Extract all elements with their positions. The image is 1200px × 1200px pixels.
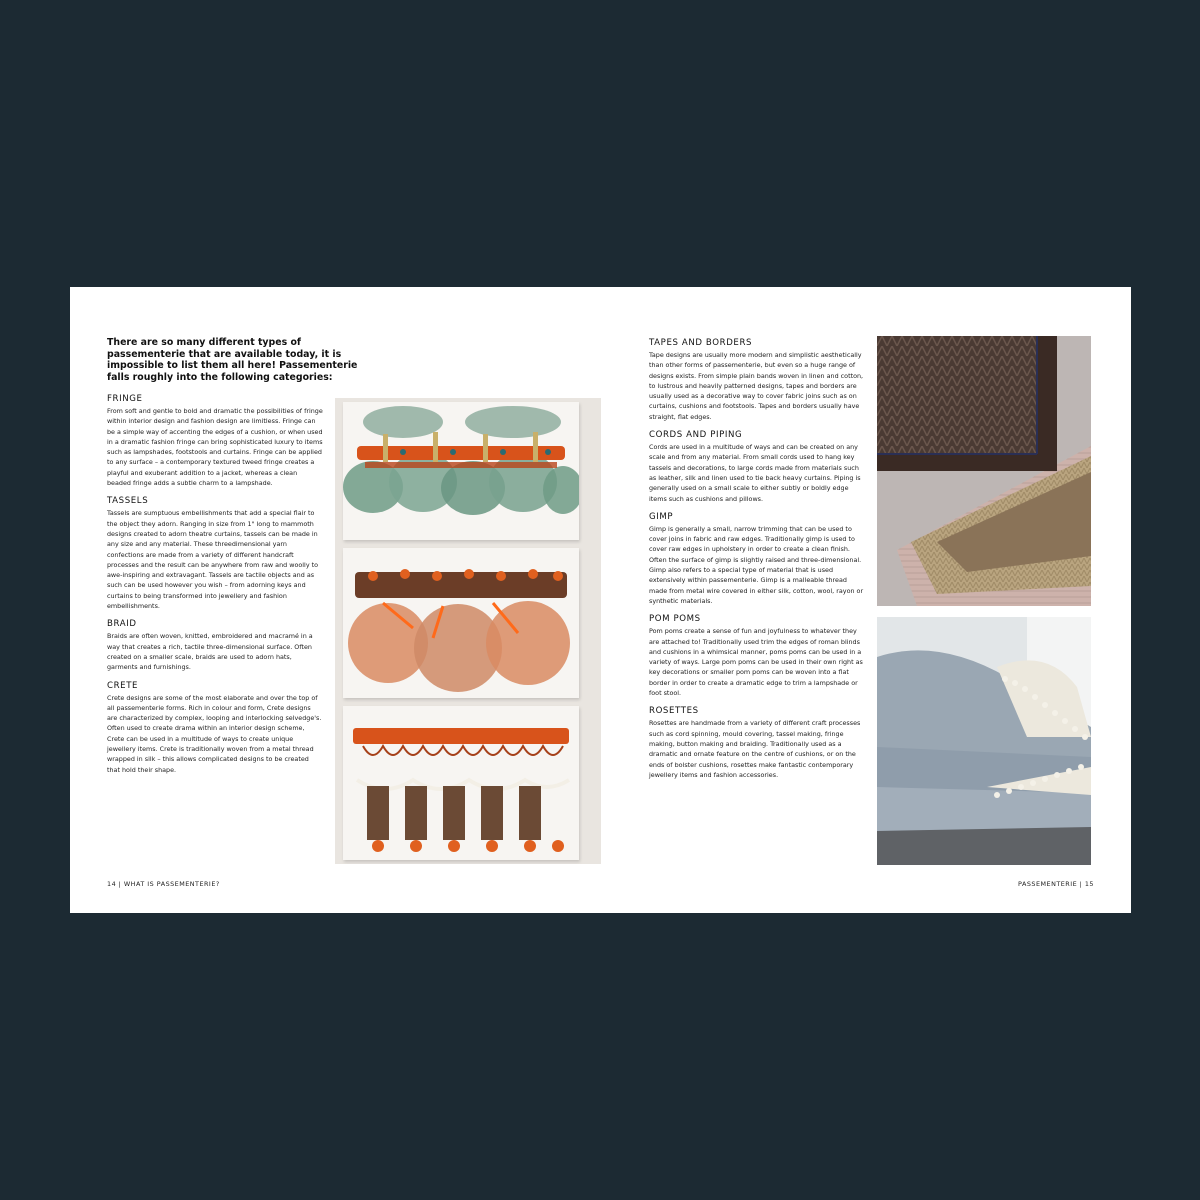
section-body: Pom poms create a sense of fun and joyfulness to whatever they are attached to! Traditionally used trim the edges of roman blinds and cushions in a whimsical manner, poms poms can be used in a variety of ways. Large pom poms can be used in their own right as key decorations or smaller pom poms can be woven into a flat border in order to create a dramatic edge to trim a lampshade or foot stool.: [649, 627, 863, 698]
orange-fringe-card: [343, 548, 579, 698]
section-body: From soft and gentle to bold and dramatic the possibilities of fringe within interior design and fashion design are limitless. Fringe can be a simple way of accenting the edges of a cushion, or when used in a dramatic fashion fringe can bring sophisticated luxury to items such as lampshades, footstools and curtains. Fringe can be applied to any surface – a contemporary textured tweed fringe creates a playful and exuberant addition to a jacket, whereas a clean beaded fringe adds a subtle charm to a lampshade.: [107, 407, 323, 488]
left-text-column: [107, 394, 323, 783]
section-cords-and-piping: [649, 430, 867, 504]
section-rosettes: [649, 706, 867, 780]
section-body: Braids are often woven, knitted, embroidered and macramé in a way that creates a rich, tactile three-dimensional surface. Often created on a smaller scale, braids are used to adorn hats, garments and furnishings.: [107, 632, 313, 672]
rug-border-illustration: [877, 336, 1091, 606]
left-page-folio: 14 | WHAT IS PASSEMENTERIE?: [107, 880, 220, 888]
section-gimp: [649, 512, 867, 606]
orange-fringe-illustration: [343, 548, 579, 698]
green-fringe-card: [343, 402, 579, 540]
section-body: Crete designs are some of the most elaborate and over the top of all passementerie forms. Rich in colour and form, Crete designs are characterized by complex, looping and interlocking selvedge's. Often used to create drama within an interior design scheme, Crete can be used in a multitude of ways to create unique jewellery items. Crete is traditionally woven from a metal thread wrapped in silk – this allows complicated designs to be created that hold their shape.: [107, 693, 322, 774]
right-text-column: [649, 338, 867, 788]
section-heading: FRINGE: [107, 394, 143, 404]
book-spread: [70, 287, 1131, 913]
right-page-folio: PASSEMENTERIE | 15: [1018, 880, 1094, 888]
section-heading: CRETE: [107, 680, 139, 691]
section-tapes-and-borders: [649, 338, 867, 422]
crete-fringe-card: [343, 706, 579, 860]
section-crete: [107, 681, 323, 775]
section-body: Tassels are sumptuous embellishments that add a special flair to the object they adorn. Ranging in size from 1" long to mammoth designs created to adorn theatre curtains, tassels can be made in any size and any material. These threedimensional yarn confections are made from a variety of different handcraft processes and the result can be anywhere from raw and woolly to awe-inspiring and extravagant. Tassels are tactile objects and as such can be used however you wish – from adorning keys and curtains to being transformed into jewellery and fashion embellishments.: [107, 509, 319, 611]
section-pom-poms: [649, 614, 867, 698]
section-heading: TASSELS: [107, 496, 149, 507]
green-fringe-illustration: [343, 402, 579, 540]
section-heading: BRAID: [107, 619, 137, 630]
tapes-borders-photo: [877, 336, 1091, 606]
section-body: Cords are used in a multitude of ways and can be created on any scale and from any material. From small cords used to hang key tassels and decorations, to large cords made from materials such as leather, silk and linen used to tie back heavy curtains. Piping is generally used on a small scale to either subtly or boldly edge items such as cushions and pillows.: [649, 443, 861, 503]
section-fringe: [107, 394, 323, 488]
section-braid: [107, 619, 323, 672]
section-heading: GIMP: [649, 511, 674, 522]
section-body: Gimp is generally a small, narrow trimming that can be used to cover joins in fabric and raw edges. Traditionally gimp is used to cover raw edges in upholstery in order to create a clean finish. Often the surface of gimp is slightly raised and three-dimensional. Gimp also refers to a special type of material that is used extensively within passementerie. Gimp is a malleable thread made from metal wire covered in either silk, cotton, wool, rayon or synthetic materials.: [649, 524, 864, 605]
section-heading: ROSETTES: [649, 706, 699, 717]
crete-fringe-illustration: [343, 706, 579, 860]
section-heading: POM POMS: [649, 614, 701, 625]
section-heading: TAPES AND BORDERS: [649, 338, 753, 348]
section-tassels: [107, 496, 323, 611]
fringe-samples-photo: [335, 398, 601, 864]
quilt-stack-illustration: [877, 617, 1091, 865]
section-heading: CORDS AND PIPING: [649, 430, 743, 441]
intro-text: There are so many different types of passementerie that are available today, it is impossible to list them all here! Passementerie falls roughly into the following categories:: [107, 337, 358, 383]
section-body: Tape designs are usually more modern and simplistic aesthetically than other forms of passementerie, but even so a huge range of designs exists. From simple plain bands woven in linen and cotton, to lustrous and heavily patterned designs, tapes and borders are usually used as a decorative way to cover fabric joins such as on curtains, cushions and footstools. Tapes and borders usually have straight, flat edges.: [649, 351, 864, 421]
pom-pom-quilts-photo: [877, 617, 1091, 865]
section-body: Rosettes are handmade from a variety of different craft processes such as cord spinning, mould covering, tassel making, fringe making, button making and braiding. Traditionally used as a dramatic and ornate feature on the centre of cushions, or on the ends of bolster cushions, rosettes make fantastic contemporary jewellery items and fashion accessories.: [649, 719, 861, 779]
